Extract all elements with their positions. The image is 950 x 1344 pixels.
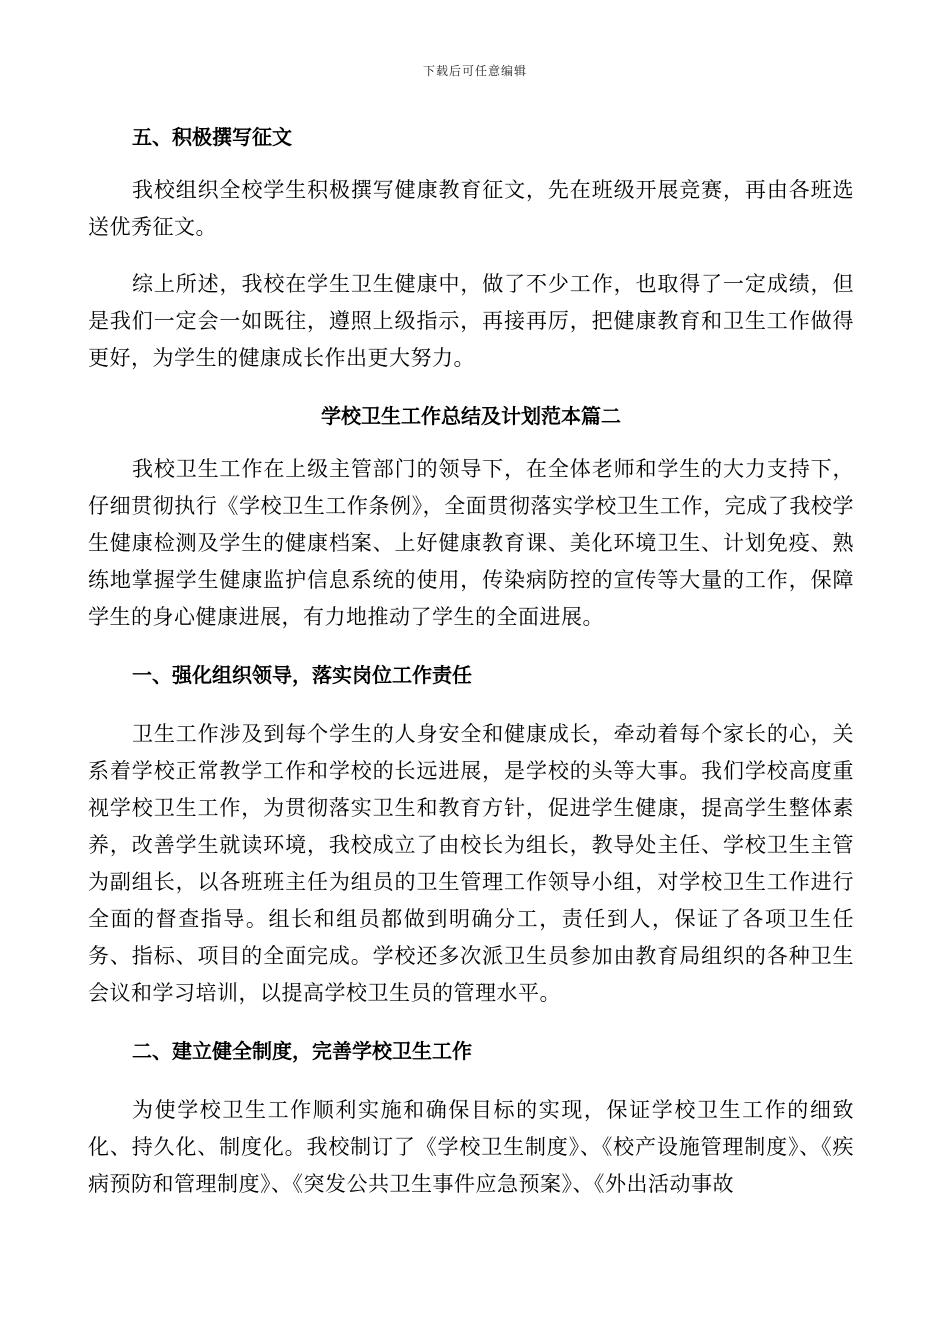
document-title: 学校卫生工作总结及计划范本篇二 xyxy=(321,404,621,428)
paragraph-summary: 综上所述，我校在学生卫生健康中，做了不少工作，也取得了一定成绩，但是我们一定会一如既往，遵照上级指示，再接再厉，把健康教育和卫生工作做得更好，为学生的健康成长作出更大努力。 xyxy=(88,272,854,370)
paragraph-essay: 我校组织全校学生积极撰写健康教育征文，先在班级开展竞赛，再由各班选送优秀征文。 xyxy=(88,178,854,239)
section-heading-essay: 五、积极撰写征文 xyxy=(132,125,292,149)
document-body xyxy=(88,118,854,1223)
page-header: 下载后可任意编辑 xyxy=(422,64,527,78)
section-heading-system: 二、建立健全制度，完善学校卫生工作 xyxy=(132,1039,472,1063)
paragraph-leadership: 卫生工作涉及到每个学生的人身安全和健康成长，牵动着每个家长的心，关系着学校正常教学工作和学校的长远进展，是学校的头等大事。我们学校高度重视学校卫生工作，为贯彻落实卫生和教育方针，促进学生健康，提高学生整体素养，改善学生就读环境，我校成立了由校长为组长，教导处主任、学校卫生主管为副组长，以各班班主任为组员的卫生管理工作领导小组，对学校卫生工作进行全面的督查指导。组长和组员都做到明确分工，责任到人，保证了各项卫生任务、指标、项目的全面完成。学校还多次派卫生员参加由教育局组织的各种卫生会议和学习培训，以提高学校卫生员的管理水平。 xyxy=(88,722,854,1005)
section-heading-leadership: 一、强化组织领导，落实岗位工作责任 xyxy=(132,663,472,687)
paragraph-system: 为使学校卫生工作顺利实施和确保目标的实现，保证学校卫生工作的细致化、持久化、制度化。我校制订了《学校卫生制度》、《校产设施管理制度》、《疾病预防和管理制度》、《突发公共卫生事件应急预案》、《外出活动事故 xyxy=(88,1098,854,1196)
paragraph-intro: 我校卫生工作在上级主管部门的领导下，在全体老师和学生的大力支持下，仔细贯彻执行《学校卫生工作条例》，全面贯彻落实学校卫生工作，完成了我校学生健康检测及学生的健康档案、上好健康教育课、美化环境卫生、计划免疫、熟练地掌握学生健康监护信息系统的使用，传染病防控的宣传等大量的工作，保障学生的身心健康进展，有力地推动了学生的全面进展。 xyxy=(88,457,854,629)
